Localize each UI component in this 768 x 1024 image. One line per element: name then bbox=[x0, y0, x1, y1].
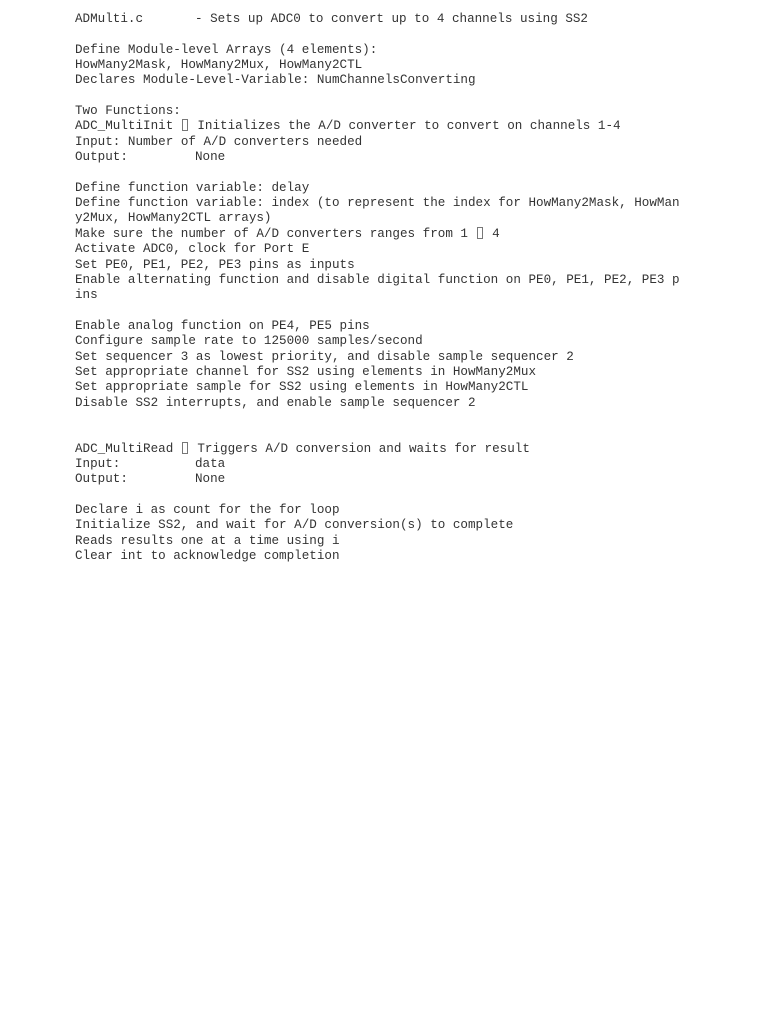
document-page bbox=[75, 12, 755, 564]
init-step: Set PE0, PE1, PE2, PE3 pins as inputs bbox=[75, 257, 355, 272]
init-step: Set appropriate channel for SS2 using elements in HowMany2Mux bbox=[75, 364, 537, 379]
module-arrays: HowMany2Mask, HowMany2Mux, HowMany2CTL bbox=[75, 58, 363, 73]
range-suffix: 4 bbox=[484, 226, 500, 241]
read-step: Initialize SS2, and wait for A/D conversion(s) to complete bbox=[75, 518, 514, 533]
init-step: Define function variable: index (to represent the index for HowMany2Mask, HowMan bbox=[75, 196, 680, 211]
read-output-label: Output: bbox=[75, 472, 128, 487]
init-step: Enable alternating function and disable digital function on PE0, PE1, PE2, PE3 p bbox=[75, 272, 680, 287]
read-function-name: ADC_MultiRead bbox=[75, 441, 174, 456]
init-function-line bbox=[75, 119, 755, 134]
read-output-line bbox=[75, 472, 755, 487]
read-input-value: data bbox=[195, 456, 226, 471]
missing-glyph-icon bbox=[182, 119, 188, 131]
module-heading: Define Module-level Arrays (4 elements): bbox=[75, 42, 378, 57]
spacer bbox=[75, 27, 755, 42]
spacer bbox=[75, 165, 755, 180]
init-step: Configure sample rate to 125000 samples/second bbox=[75, 334, 423, 349]
init-range-line bbox=[75, 227, 755, 242]
read-step: Declare i as count for the for loop bbox=[75, 503, 340, 517]
init-step: Enable analog function on PE4, PE5 pins bbox=[75, 318, 370, 333]
init-step: Disable SS2 interrupts, and enable sample sequencer 2 bbox=[75, 395, 476, 410]
missing-glyph-icon bbox=[182, 442, 188, 454]
init-function-name: ADC_MultiInit bbox=[75, 119, 174, 134]
functions-heading: Two Functions: bbox=[75, 104, 181, 119]
file-name: ADMulti.c bbox=[75, 12, 144, 26]
read-input-label: Input: bbox=[75, 456, 121, 471]
init-input-value: Number of A/D converters needed bbox=[120, 134, 363, 149]
init-step: Set sequencer 3 as lowest priority, and disable sample sequencer 2 bbox=[75, 349, 574, 364]
read-output-value: None bbox=[195, 472, 226, 487]
module-variable: Declares Module-Level-Variable: NumChannelsConverting bbox=[75, 73, 476, 88]
init-output-line bbox=[75, 150, 755, 165]
init-step: ins bbox=[75, 288, 98, 303]
init-function-description: Initializes the A/D converter to convert on channels 1-4 bbox=[197, 119, 621, 134]
spacer bbox=[75, 89, 755, 104]
spacer bbox=[75, 304, 755, 319]
read-input-line bbox=[75, 457, 755, 472]
missing-glyph-icon bbox=[477, 227, 483, 239]
read-function-description: Triggers A/D conversion and waits for result bbox=[197, 441, 530, 456]
init-input-line bbox=[75, 135, 755, 150]
spacer bbox=[75, 488, 755, 503]
init-step: Set appropriate sample for SS2 using elements in HowMany2CTL bbox=[75, 380, 529, 395]
range-prefix: Make sure the number of A/D converters ranges from 1 bbox=[75, 226, 476, 241]
init-output-label: Output: bbox=[75, 150, 128, 165]
init-input-label: Input: bbox=[75, 134, 121, 149]
file-header bbox=[75, 12, 755, 27]
init-output-value: None bbox=[195, 150, 226, 165]
init-step: y2Mux, HowMany2CTL arrays) bbox=[75, 211, 272, 226]
init-step: Define function variable: delay bbox=[75, 180, 310, 195]
init-step: Activate ADC0, clock for Port E bbox=[75, 242, 310, 257]
file-description: - Sets up ADC0 to convert up to 4 channels using SS2 bbox=[195, 12, 588, 26]
read-function-line bbox=[75, 442, 755, 457]
read-step: Clear int to acknowledge completion bbox=[75, 549, 340, 564]
spacer bbox=[75, 411, 755, 442]
read-step: Reads results one at a time using i bbox=[75, 533, 340, 548]
